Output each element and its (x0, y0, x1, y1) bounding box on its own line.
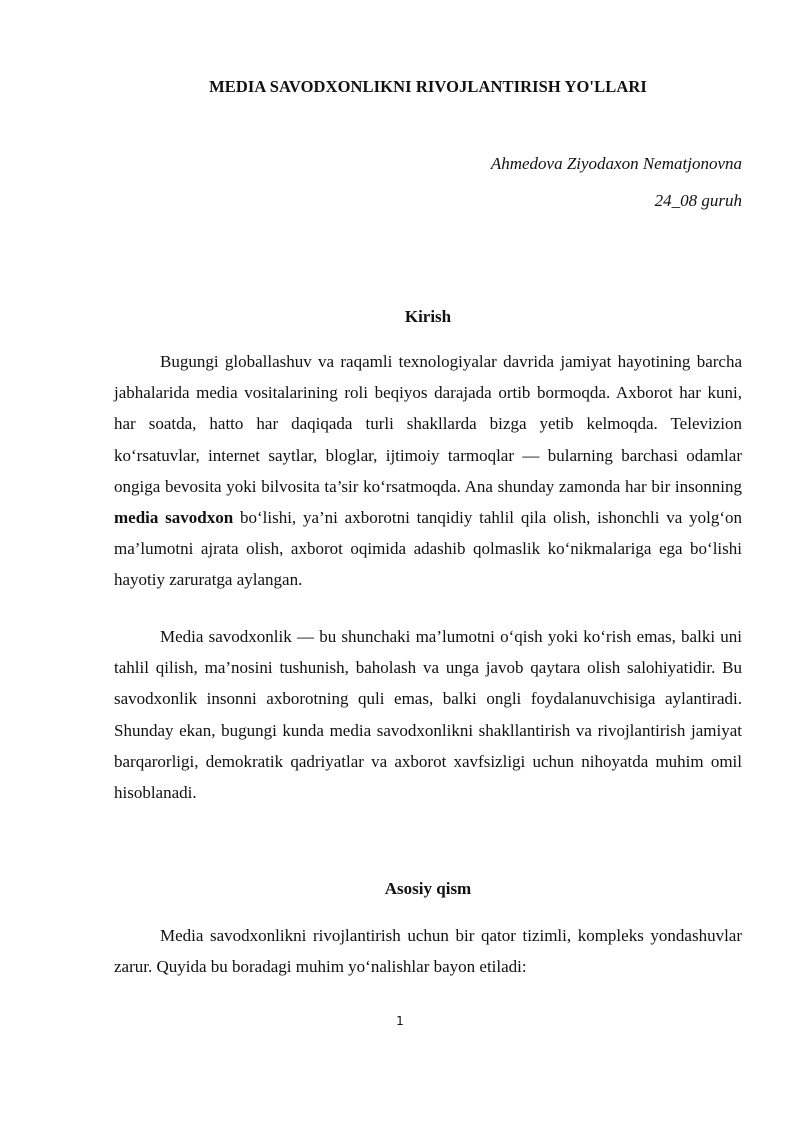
author-group: 24_08 guruh (654, 191, 742, 210)
paragraph-text: Bugungi globallashuv va raqamli texnologiyalar davrida jamiyat hayotining barcha jabhalarida media vositalarining roli beqiyos darajada ortib bormoqda. Axborot har kuni, har soatda, hatto har daqiqada turli shakllarda bizga yetib kelmoqda. Televizion ko‘rsatuvlar, internet saytlar, bloglar, ijtimoiy tarmoqlar — bularning barchasi odamlar ongiga bevosita yoki bilvosita ta’sir ko‘rsatmoqda. Ana shunday zamonda har bir insonning (114, 352, 742, 496)
document-title: MEDIA SAVODXONLIKNI RIVOJLANTIRISH YO'LLARI (209, 77, 647, 96)
paragraph-main-1: Media savodxonlikni rivojlantirish uchun bir qator tizimli, kompleks yondashuvlar zarur. Quyida bu boradagi muhim yo‘nalishlar bayon etiladi: (114, 926, 742, 977)
paragraph-intro-1 (114, 346, 742, 596)
bold-term: media savodxon (114, 508, 234, 528)
author-name: Ahmedova Ziyodaxon Nematjonovna (490, 154, 742, 173)
paragraph-text: bo‘lishi, ya’ni axborotni tanqidiy tahlil qila olish, ishonchli va yolg‘on ma’lumotni ajrata olish, axborot oqimida adashib qolmaslik ko‘nikmalariga ega bo‘lishi hayotiy zaruratga aylangan. (114, 508, 742, 590)
page-number: 1 (396, 1014, 404, 1028)
paragraph-intro-2: Media savodxonlik — bu shunchaki ma’lumotni o‘qish yoki ko‘rish emas, balki uni tahlil qilish, ma’nosini tushunish, baholash va unga javob qaytara olish salohiyatidir. Bu savodxonlik insonni axborotning quli emas, balki ongli foydalanuvchisiga aylantiradi. Shunday ekan, bugungi kunda media savodxonlikni shakllantirish va rivojlantirish jamiyat barqarorligi, demokratik qadriyatlar va axborot xavfsizligi uchun nihoyatda muhim omil hisoblanadi. (114, 627, 742, 803)
section-heading-intro: Kirish (404, 307, 452, 326)
section-heading-main: Asosiy qism (384, 879, 472, 898)
